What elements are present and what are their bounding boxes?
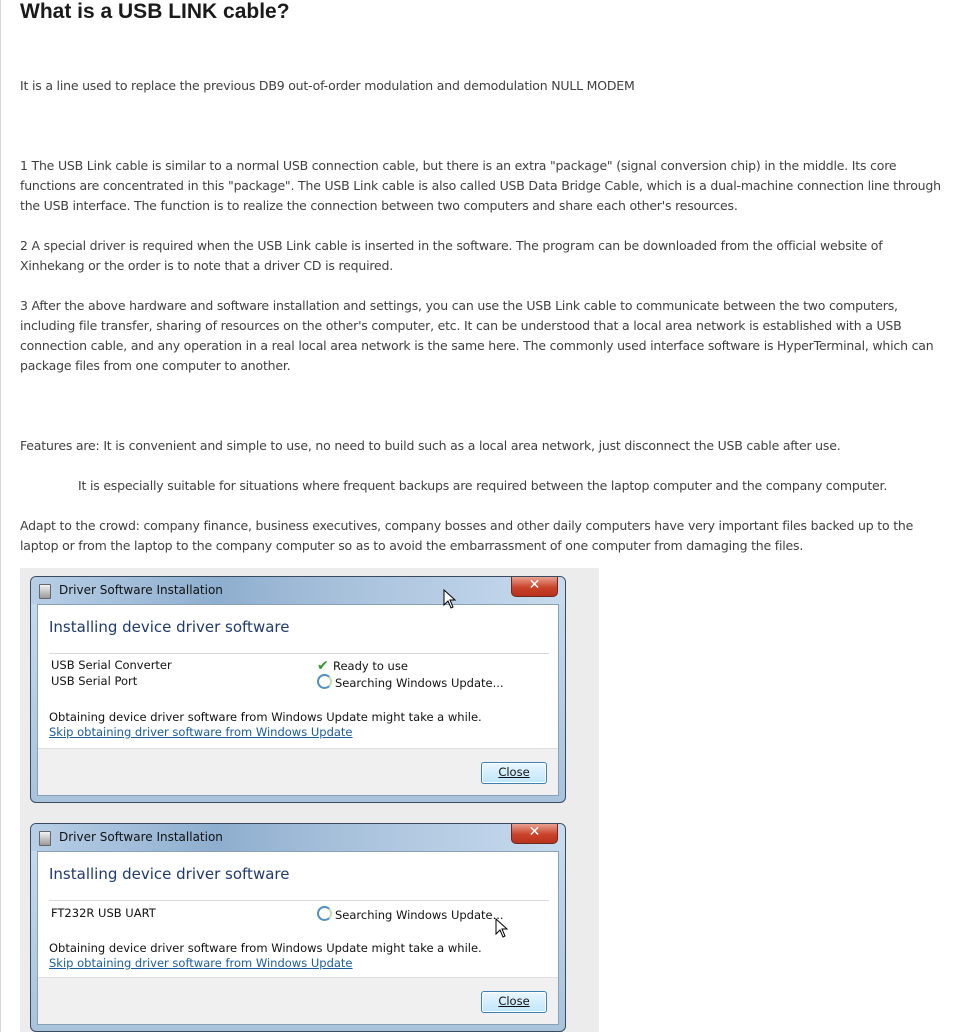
skip-windows-update-link[interactable]: Skip obtaining driver software from Windows Update — [49, 956, 353, 970]
window-close-button[interactable]: ✕ — [511, 824, 558, 844]
close-button[interactable]: Close — [481, 991, 547, 1013]
device-status — [317, 658, 408, 674]
device-status-label: Ready to use — [333, 659, 408, 673]
window-close-button[interactable]: ✕ — [511, 577, 558, 597]
point-1-paragraph: 1 The USB Link cable is similar to a normal USB connection cable, but there is an extra "package" (signal conversion chip) in the middle. Its core functions are concentrated in this "package". The USB Link cable is also called USB Data Bridge Cable, which is a dual-machine connection line through the USB interface. The function is to realize the connection between two computers and share each other's resources. — [20, 158, 941, 213]
info-text: Obtaining device driver software from Windows Update might take a while. — [49, 941, 482, 955]
divider — [49, 900, 549, 901]
article-title: What is a USB LINK cable? — [20, 0, 290, 23]
device-icon — [39, 831, 51, 846]
features-continued-paragraph: It is especially suitable for situations where frequent backups are required between the laptop computer and the company computer. — [78, 478, 888, 493]
dialog-title: Driver Software Installation — [59, 830, 223, 844]
checkmark-icon: ✔ — [317, 658, 329, 674]
device-name: USB Serial Converter — [51, 658, 172, 672]
dialog-titlebar — [31, 824, 565, 851]
driver-install-dialog-2 — [30, 823, 566, 1032]
features-paragraph: Features are: It is convenient and simple to use, no need to build such as a local area network, just disconnect the USB cable after use. — [20, 438, 841, 453]
dialog-heading: Installing device driver software — [49, 618, 290, 636]
driver-install-dialog-1 — [30, 576, 566, 803]
page-left-border — [0, 0, 1, 1032]
mouse-cursor-icon — [443, 589, 457, 609]
intro-paragraph: It is a line used to replace the previous DB9 out-of-order modulation and demodulation NULL MODEM — [20, 78, 635, 93]
device-status — [317, 674, 504, 690]
device-status-label: Searching Windows Update... — [335, 908, 504, 922]
info-text: Obtaining device driver software from Windows Update might take a while. — [49, 710, 482, 724]
close-button[interactable]: Close — [481, 762, 547, 784]
device-status — [317, 906, 504, 922]
device-name: FT232R USB UART — [51, 906, 156, 920]
dialog-content — [37, 604, 559, 796]
dialog-content — [37, 851, 559, 1025]
spinner-icon — [317, 906, 332, 921]
dialog-footer — [38, 977, 558, 1024]
mouse-cursor-icon — [495, 918, 509, 938]
device-name: USB Serial Port — [51, 674, 138, 688]
spinner-icon — [317, 674, 332, 689]
point-3-paragraph: 3 After the above hardware and software installation and settings, you can use the USB Link cable to communicate between the two computers, including file transfer, sharing of resources on the other's computer, etc. It can be understood that a local area network is established with a USB connection cable, and any operation in a real local area network is the same here. The commonly used interface software is HyperTerminal, which can package files from one computer to another. — [20, 298, 934, 373]
audience-paragraph: Adapt to the crowd: company finance, business executives, company bosses and other daily computers have very important files backed up to the laptop or from the laptop to the company computer so as to avoid the embarrassment of one computer from damaging the files. — [20, 518, 914, 553]
device-icon — [39, 584, 51, 599]
divider — [49, 653, 549, 654]
point-2-paragraph: 2 A special driver is required when the USB Link cable is inserted in the software. The program can be downloaded from the official website of Xinhekang or the order is to note that a driver CD is required. — [20, 238, 883, 273]
dialog-footer — [38, 748, 558, 795]
device-status-label: Searching Windows Update... — [335, 676, 504, 690]
skip-windows-update-link[interactable]: Skip obtaining driver software from Windows Update — [49, 725, 353, 739]
dialog-title: Driver Software Installation — [59, 583, 223, 597]
dialog-titlebar — [31, 577, 565, 604]
dialog-heading: Installing device driver software — [49, 865, 290, 883]
